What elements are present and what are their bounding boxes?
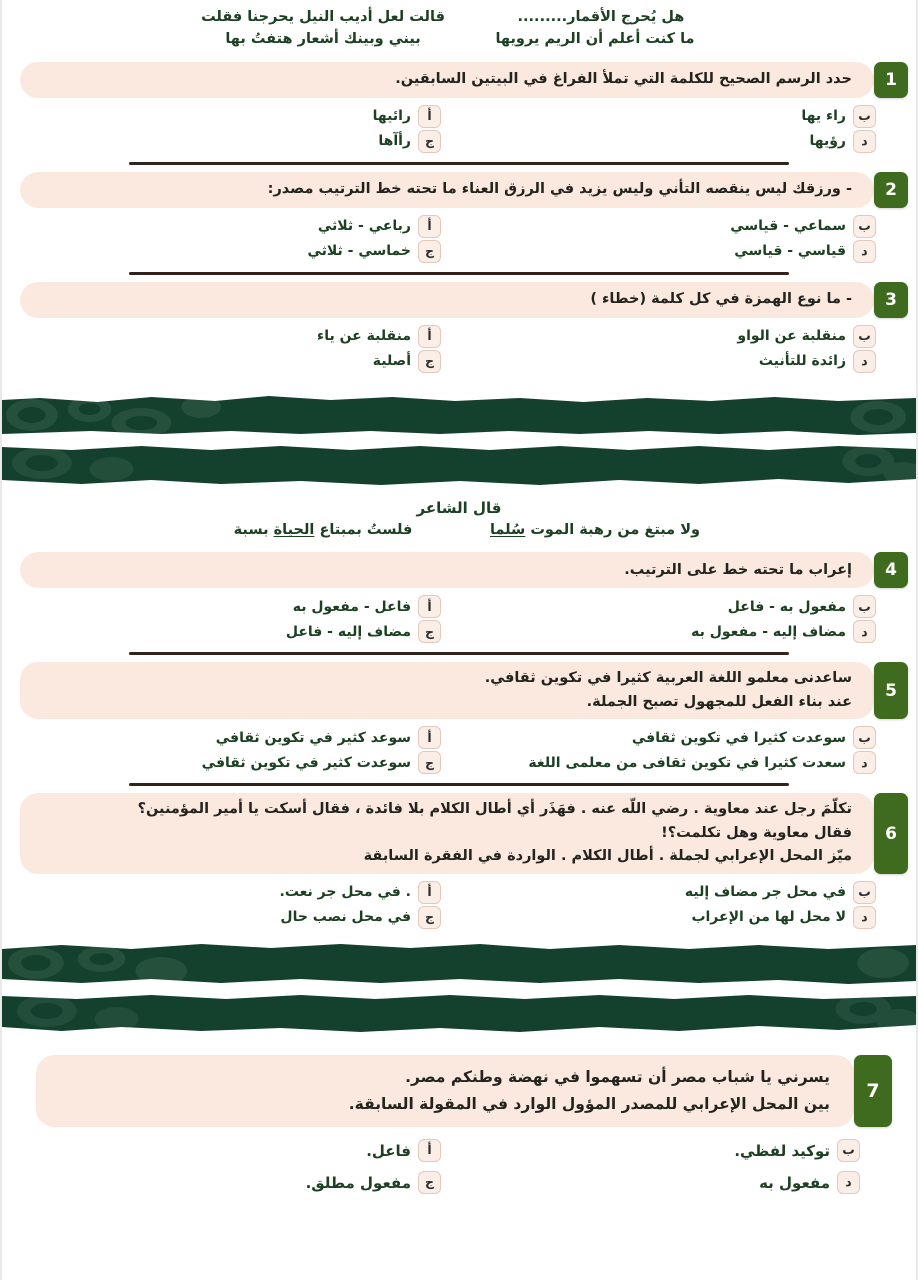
option-key-icon: ج (418, 620, 441, 643)
option-row (36, 881, 882, 904)
option-label: فاعل. (366, 1142, 411, 1161)
option-label: راء يها (801, 108, 846, 125)
option-key-icon: ج (418, 1171, 441, 1194)
option-row (36, 751, 882, 774)
option-c[interactable] (52, 1171, 459, 1195)
option-a[interactable] (36, 215, 459, 238)
option-label: سوعدت كثير في تكوين ثقافي (201, 754, 411, 771)
question-number-badge: 3 (874, 282, 908, 318)
question-3 (20, 282, 898, 373)
option-label: سوعد كثير في تكوين ثقافي (215, 729, 411, 746)
question-number-badge: 1 (874, 62, 908, 98)
options-group (20, 215, 898, 263)
option-d[interactable] (459, 1171, 866, 1195)
option-key-icon: ب (853, 726, 876, 749)
option-key-icon: ب (853, 325, 876, 348)
option-d[interactable] (459, 620, 882, 643)
option-key-icon: د (853, 130, 876, 153)
passage-2 (12, 493, 906, 545)
option-label: مفعول به (759, 1173, 830, 1192)
band-shape-icon (2, 393, 916, 437)
option-label: . في محل جر نعت. (279, 884, 411, 901)
option-label: لا محل لها من الإعراب (691, 909, 846, 926)
verse-row (12, 6, 906, 28)
option-label: سوعدت كثيرا في تكوين ثقافي (631, 729, 846, 746)
question-number-badge: 6 (874, 793, 908, 873)
option-d[interactable] (459, 350, 882, 373)
question-7 (36, 1055, 882, 1194)
option-key-icon: ج (418, 350, 441, 373)
section-2 (2, 493, 916, 929)
question-line: يسرني يا شباب مصر أن تسهموا في نهضة وطنكم مصر. (405, 1067, 830, 1086)
option-a[interactable] (36, 881, 459, 904)
option-key-icon: ب (853, 215, 876, 238)
option-label: خماسي - ثلاثي (307, 243, 411, 260)
option-b[interactable] (459, 726, 882, 749)
option-key-icon: ج (418, 751, 441, 774)
option-row (36, 906, 882, 929)
question-6 (20, 793, 898, 928)
question-number-badge: 2 (874, 172, 908, 208)
option-a[interactable] (36, 325, 459, 348)
option-key-icon: ج (418, 906, 441, 929)
section-1 (2, 0, 916, 373)
question-number-badge: 7 (854, 1055, 892, 1127)
option-a[interactable] (52, 1139, 459, 1163)
option-b[interactable] (459, 215, 882, 238)
question-text-box (20, 552, 874, 588)
band-shape-icon (2, 991, 916, 1035)
option-label: قياسي - قياسي (734, 243, 846, 260)
option-label: منقلبة عن الواو (737, 328, 846, 345)
option-key-icon: د (853, 620, 876, 643)
question-4 (20, 552, 898, 655)
option-row (52, 1171, 866, 1195)
option-row (36, 620, 882, 643)
option-d[interactable] (459, 240, 882, 263)
question-text-box (20, 282, 874, 318)
verse-hemistich-left: هل يُحرج الأقمار......... (517, 9, 685, 25)
question-divider (129, 652, 789, 655)
option-key-icon: أ (418, 1139, 441, 1162)
option-c[interactable] (36, 751, 459, 774)
option-b[interactable] (459, 1139, 866, 1163)
option-c[interactable] (36, 350, 459, 373)
option-key-icon: أ (418, 105, 441, 128)
verse-hemistich-right: فلستُ بمبتاع الحياة بسبة (233, 521, 413, 538)
option-row (36, 325, 882, 348)
option-row (36, 215, 882, 238)
decorative-band (2, 991, 916, 1035)
option-label: مضاف إليه - مفعول به (691, 623, 846, 640)
option-label: مفعول به - فاعل (727, 598, 846, 615)
option-key-icon: أ (418, 881, 441, 904)
question-line: - ورزقك ليس ينقصه التأني وليس يزيد في الرزق العناء ما تحته خط الترتيب مصدر: (267, 181, 852, 198)
question-number-badge: 5 (874, 662, 908, 719)
option-label: زائدة للتأنيث (758, 353, 846, 370)
option-row (36, 595, 882, 618)
option-label: مضاف إليه - فاعل (285, 623, 411, 640)
option-c[interactable] (36, 906, 459, 929)
options-group (20, 726, 898, 774)
option-key-icon: ج (418, 130, 441, 153)
option-key-icon: د (853, 240, 876, 263)
option-label: فاعل - مفعول به (292, 598, 411, 615)
options-group (20, 595, 898, 643)
option-key-icon: ب (853, 881, 876, 904)
question-line: ساعدنى معلمو اللغة العربية كثيرا في تكوين ثقافي. (484, 670, 852, 687)
verse-hemistich-left: ما كنت أعلم أن الريم يرويها (495, 31, 695, 48)
question-line: إعراب ما تحته خط على الترتيب. (624, 561, 852, 578)
option-key-icon: ب (853, 105, 876, 128)
question-line: تكلّمَ رجل عند معاوية . رضي اللّه عنه . فهَذَر أي أطال الكلام بلا فائدة ، فقال أسكت يا أمير المؤمنين؟ (137, 801, 852, 818)
question-5 (20, 662, 898, 786)
question-number-badge: 4 (874, 552, 908, 588)
verse-hemistich-right: قالت لعل أديب النيل يحرجنا فقلت (201, 9, 445, 25)
question-text-box (20, 793, 874, 873)
option-key-icon: د (853, 906, 876, 929)
decorative-band (2, 443, 916, 487)
option-label: سعدت كثيرا في تكوين ثقافى من معلمى اللغة (528, 754, 846, 771)
option-label: في محل جر مضاف إليه (684, 884, 846, 901)
question-text-box (36, 1055, 854, 1127)
option-key-icon: أ (418, 215, 441, 238)
option-d[interactable] (459, 130, 882, 153)
option-d[interactable] (459, 906, 882, 929)
question-line: حدد الرسم الصحيح للكلمة التي تملأ الفراغ في البيتين السابقين. (395, 71, 852, 88)
option-row (36, 350, 882, 373)
option-key-icon: ب (837, 1139, 860, 1162)
option-label: رباعي - ثلاثي (317, 218, 411, 235)
option-key-icon: أ (418, 595, 441, 618)
option-row (36, 130, 882, 153)
option-label: رؤيها (809, 133, 846, 150)
option-key-icon: ج (418, 240, 441, 263)
option-key-icon: أ (418, 726, 441, 749)
question-text-box (20, 662, 874, 719)
option-label: مفعول مطلق. (305, 1173, 411, 1192)
question-divider (129, 272, 789, 275)
question-1 (20, 62, 898, 165)
option-row (52, 1139, 866, 1163)
question-divider (129, 783, 789, 786)
option-label: أصلية (372, 353, 411, 370)
option-c[interactable] (36, 130, 459, 153)
option-b[interactable] (459, 881, 882, 904)
option-key-icon: د (853, 751, 876, 774)
option-key-icon: ب (853, 595, 876, 618)
decorative-band (2, 393, 916, 437)
question-line: فقال معاوية وهل تكلمت؟! (661, 824, 852, 841)
option-b[interactable] (459, 595, 882, 618)
option-label: رأآها (378, 133, 411, 150)
option-c[interactable] (36, 240, 459, 263)
option-label: منقلبة عن ياء (317, 328, 411, 345)
options-group (20, 325, 898, 373)
option-row (36, 240, 882, 263)
verse-hemistich-left: ولا مبتغ من رهبة الموت سُلما (489, 521, 701, 538)
option-key-icon: د (853, 350, 876, 373)
options-group (20, 881, 898, 929)
option-label: رائيها (372, 108, 411, 125)
question-text-box (20, 172, 874, 208)
question-line: ميّز المحل الإعرابي لجملة . أطال الكلام . الواردة في الفقرة السابقة (363, 848, 852, 865)
question-line: عند بناء الفعل للمجهول تصبح الجملة. (586, 693, 852, 710)
options-group (20, 105, 898, 153)
verse-row (12, 28, 906, 50)
passage-1 (12, 0, 906, 55)
option-row (36, 105, 882, 128)
verse-row (12, 519, 906, 541)
option-b[interactable] (459, 325, 882, 348)
option-label: في محل نصب حال (280, 909, 411, 926)
band-shape-icon (2, 941, 916, 985)
option-row (36, 726, 882, 749)
option-a[interactable] (36, 595, 459, 618)
option-d[interactable] (459, 751, 882, 774)
decorative-band (2, 941, 916, 985)
question-line: - ما نوع الهمزة في كل كلمة (خطاء ) (590, 291, 852, 308)
options-group (36, 1139, 882, 1194)
band-shape-icon (2, 443, 916, 487)
verse-hemistich-right: بيني وبينك أشعار هتفتُ بها (225, 31, 421, 48)
question-line: بين المحل الإعرابي للمصدر المؤول الوارد في المقولة السابقة. (348, 1094, 830, 1113)
question-text-box (20, 62, 874, 98)
option-b[interactable] (459, 105, 882, 128)
option-key-icon: أ (418, 325, 441, 348)
option-label: توكيد لفظي. (734, 1142, 830, 1161)
question-divider (129, 162, 789, 165)
question-2 (20, 172, 898, 275)
option-a[interactable] (36, 105, 459, 128)
option-a[interactable] (36, 726, 459, 749)
option-label: سماعي - قياسي (730, 218, 846, 235)
section-3 (2, 1055, 916, 1194)
passage-title: قال الشاعر (416, 498, 502, 517)
option-key-icon: د (837, 1171, 860, 1194)
option-c[interactable] (36, 620, 459, 643)
